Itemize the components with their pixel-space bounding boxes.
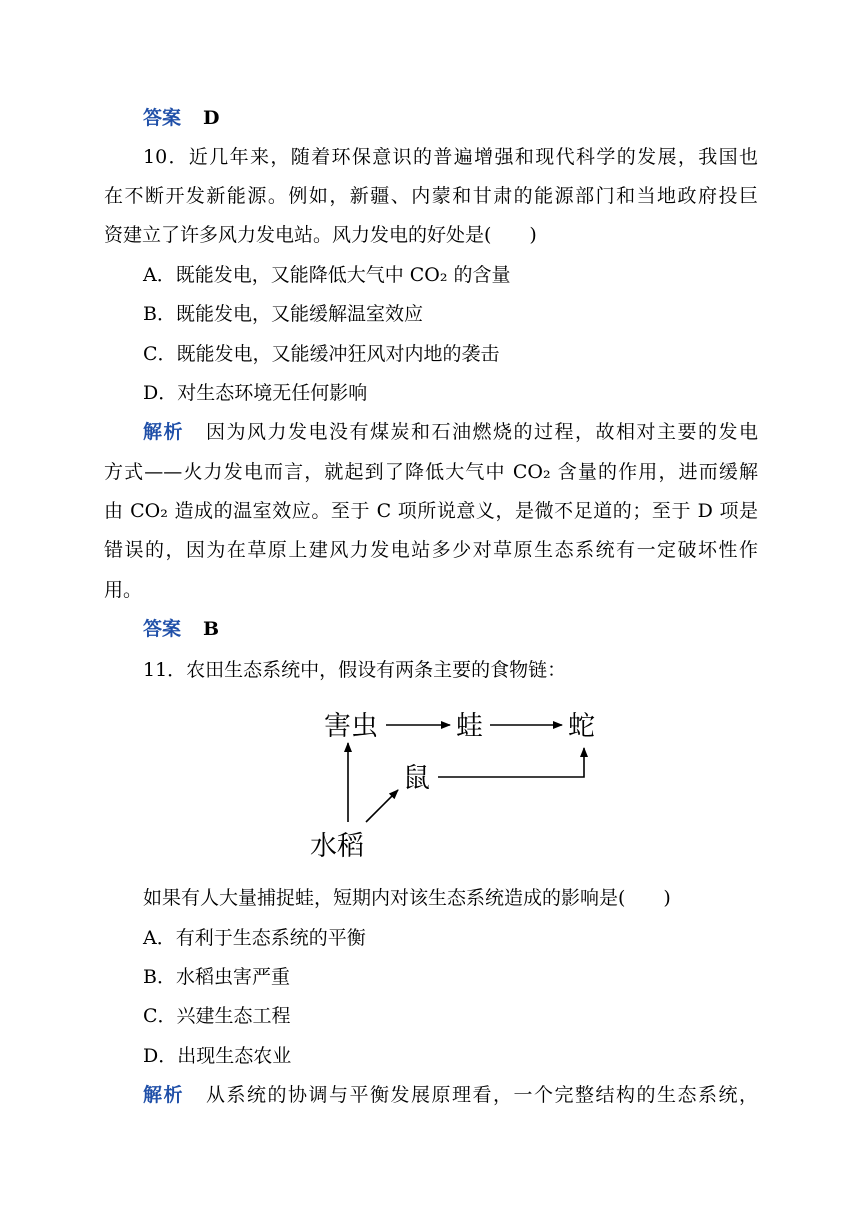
q11-option-b: B．水稻虫害严重	[143, 966, 290, 988]
analysis-2-line-1	[143, 1082, 758, 1108]
analysis-1-line-4: 错误的，因为在草原上建风力发电站多少对草原生态系统有一定破坏性作	[104, 539, 758, 561]
q10-line-3: 资建立了许多风力发电站。风力发电的好处是( )	[104, 224, 537, 246]
q11-option-c: C．兴建生态工程	[143, 1005, 291, 1027]
node-frog: 蛙	[456, 711, 483, 742]
q10-line-1: 10．近几年来，随着环保意识的普遍增强和现代科学的发展，我国也	[143, 146, 758, 168]
node-rice: 水稻	[310, 831, 364, 862]
food-chain-diagram	[300, 700, 620, 865]
analysis-text: 因为风力发电没有煤炭和石油燃烧的过程，故相对主要的发电	[206, 421, 758, 443]
node-snake: 蛇	[568, 711, 595, 742]
q10-option-b: B．既能发电，又能缓解温室效应	[143, 303, 423, 325]
arrow-rice-to-rat	[366, 790, 398, 822]
q10-option-d: D．对生态环境无任何影响	[143, 382, 368, 404]
analysis-label: 解析	[143, 421, 184, 443]
analysis-1-line-3: 由 CO₂ 造成的温室效应。至于 C 项所说意义，是微不足道的；至于 D 项是	[104, 500, 758, 522]
q10-option-a: A．既能发电，又能降低大气中 CO₂ 的含量	[143, 264, 511, 286]
q10-option-c: C．既能发电，又能缓冲狂风对内地的袭击	[143, 343, 500, 365]
analysis-1-line-1	[143, 419, 758, 445]
q11-option-a: A．有利于生态系统的平衡	[143, 927, 366, 949]
arrow-rat-to-snake	[438, 748, 584, 777]
analysis-1-line-5: 用。	[104, 579, 143, 601]
analysis-text: 从系统的协调与平衡发展原理看，一个完整结构的生态系统，	[206, 1084, 758, 1106]
answer-value: D	[203, 107, 220, 129]
answer-label: 答案	[143, 618, 182, 640]
answer-value: B	[203, 618, 220, 640]
answer-label: 答案	[143, 107, 182, 129]
q11-question: 如果有人大量捕捉蛙，短期内对该生态系统造成的影响是( )	[143, 887, 671, 909]
analysis-1-line-2: 方式——火力发电而言，就起到了降低大气中 CO₂ 含量的作用，进而缓解	[104, 461, 758, 483]
q10-line-2: 在不断开发新能源。例如，新疆、内蒙和甘肃的能源部门和当地政府投巨	[104, 185, 758, 207]
answer-line-2	[143, 616, 758, 642]
analysis-label: 解析	[143, 1084, 184, 1106]
node-rat: 鼠	[403, 763, 430, 794]
answer-line-1	[143, 105, 758, 131]
q11-option-d: D．出现生态农业	[143, 1045, 292, 1067]
q11-stem: 11．农田生态系统中，假设有两条主要的食物链：	[143, 659, 567, 681]
node-pest: 害虫	[324, 711, 378, 742]
